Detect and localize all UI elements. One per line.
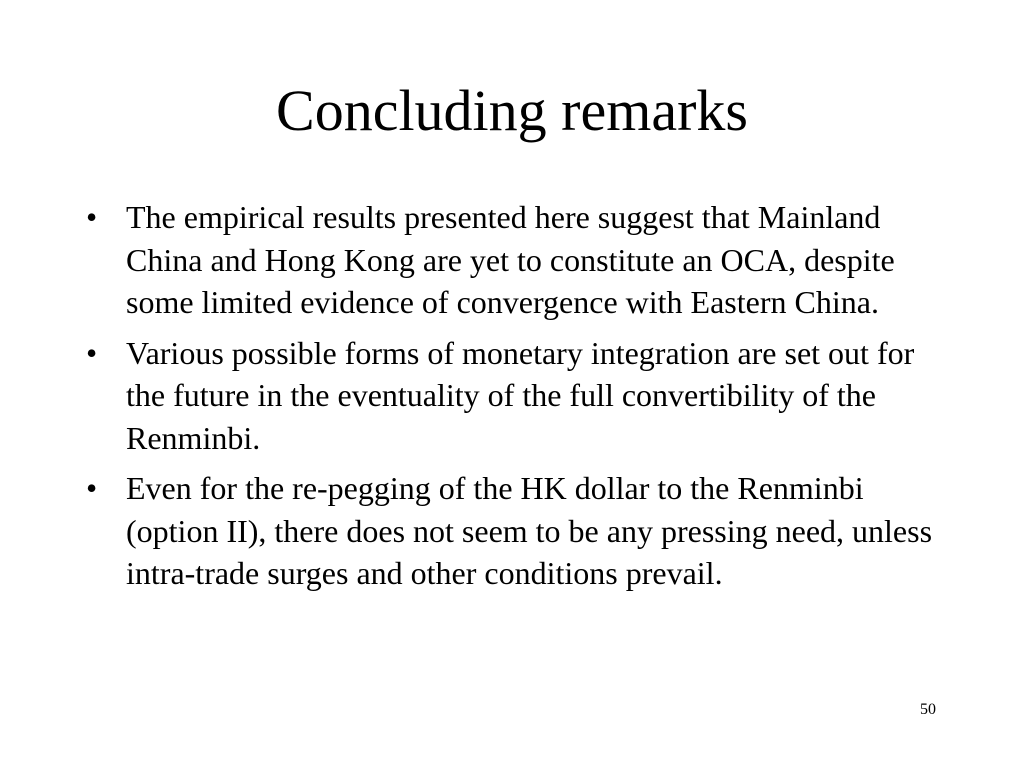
bullet-item: [82, 196, 942, 324]
page-number: 50: [920, 701, 936, 718]
bullet-text: The empirical results presented here suggest that Mainland China and Hong Kong are yet to constitute an OCA, despite some limited evidence of convergence with Eastern China.: [126, 199, 895, 320]
slide-title: Concluding remarks: [276, 78, 748, 143]
bullet-list: [82, 196, 942, 603]
bullet-text: Various possible forms of monetary integration are set out for the future in the eventuality of the full convertibility of the Renminbi.: [126, 334, 915, 456]
bullet-item: [82, 467, 942, 595]
bullet-icon: •: [86, 470, 98, 506]
bullet-text: Even for the re-pegging of the HK dollar to the Renminbi (option II), there does not seem to be any pressing need, unless intra-trade surges and other conditions prevail.: [126, 470, 933, 591]
bullet-icon: •: [86, 334, 98, 371]
bullet-item: [82, 332, 942, 460]
bullet-icon: •: [86, 199, 98, 235]
